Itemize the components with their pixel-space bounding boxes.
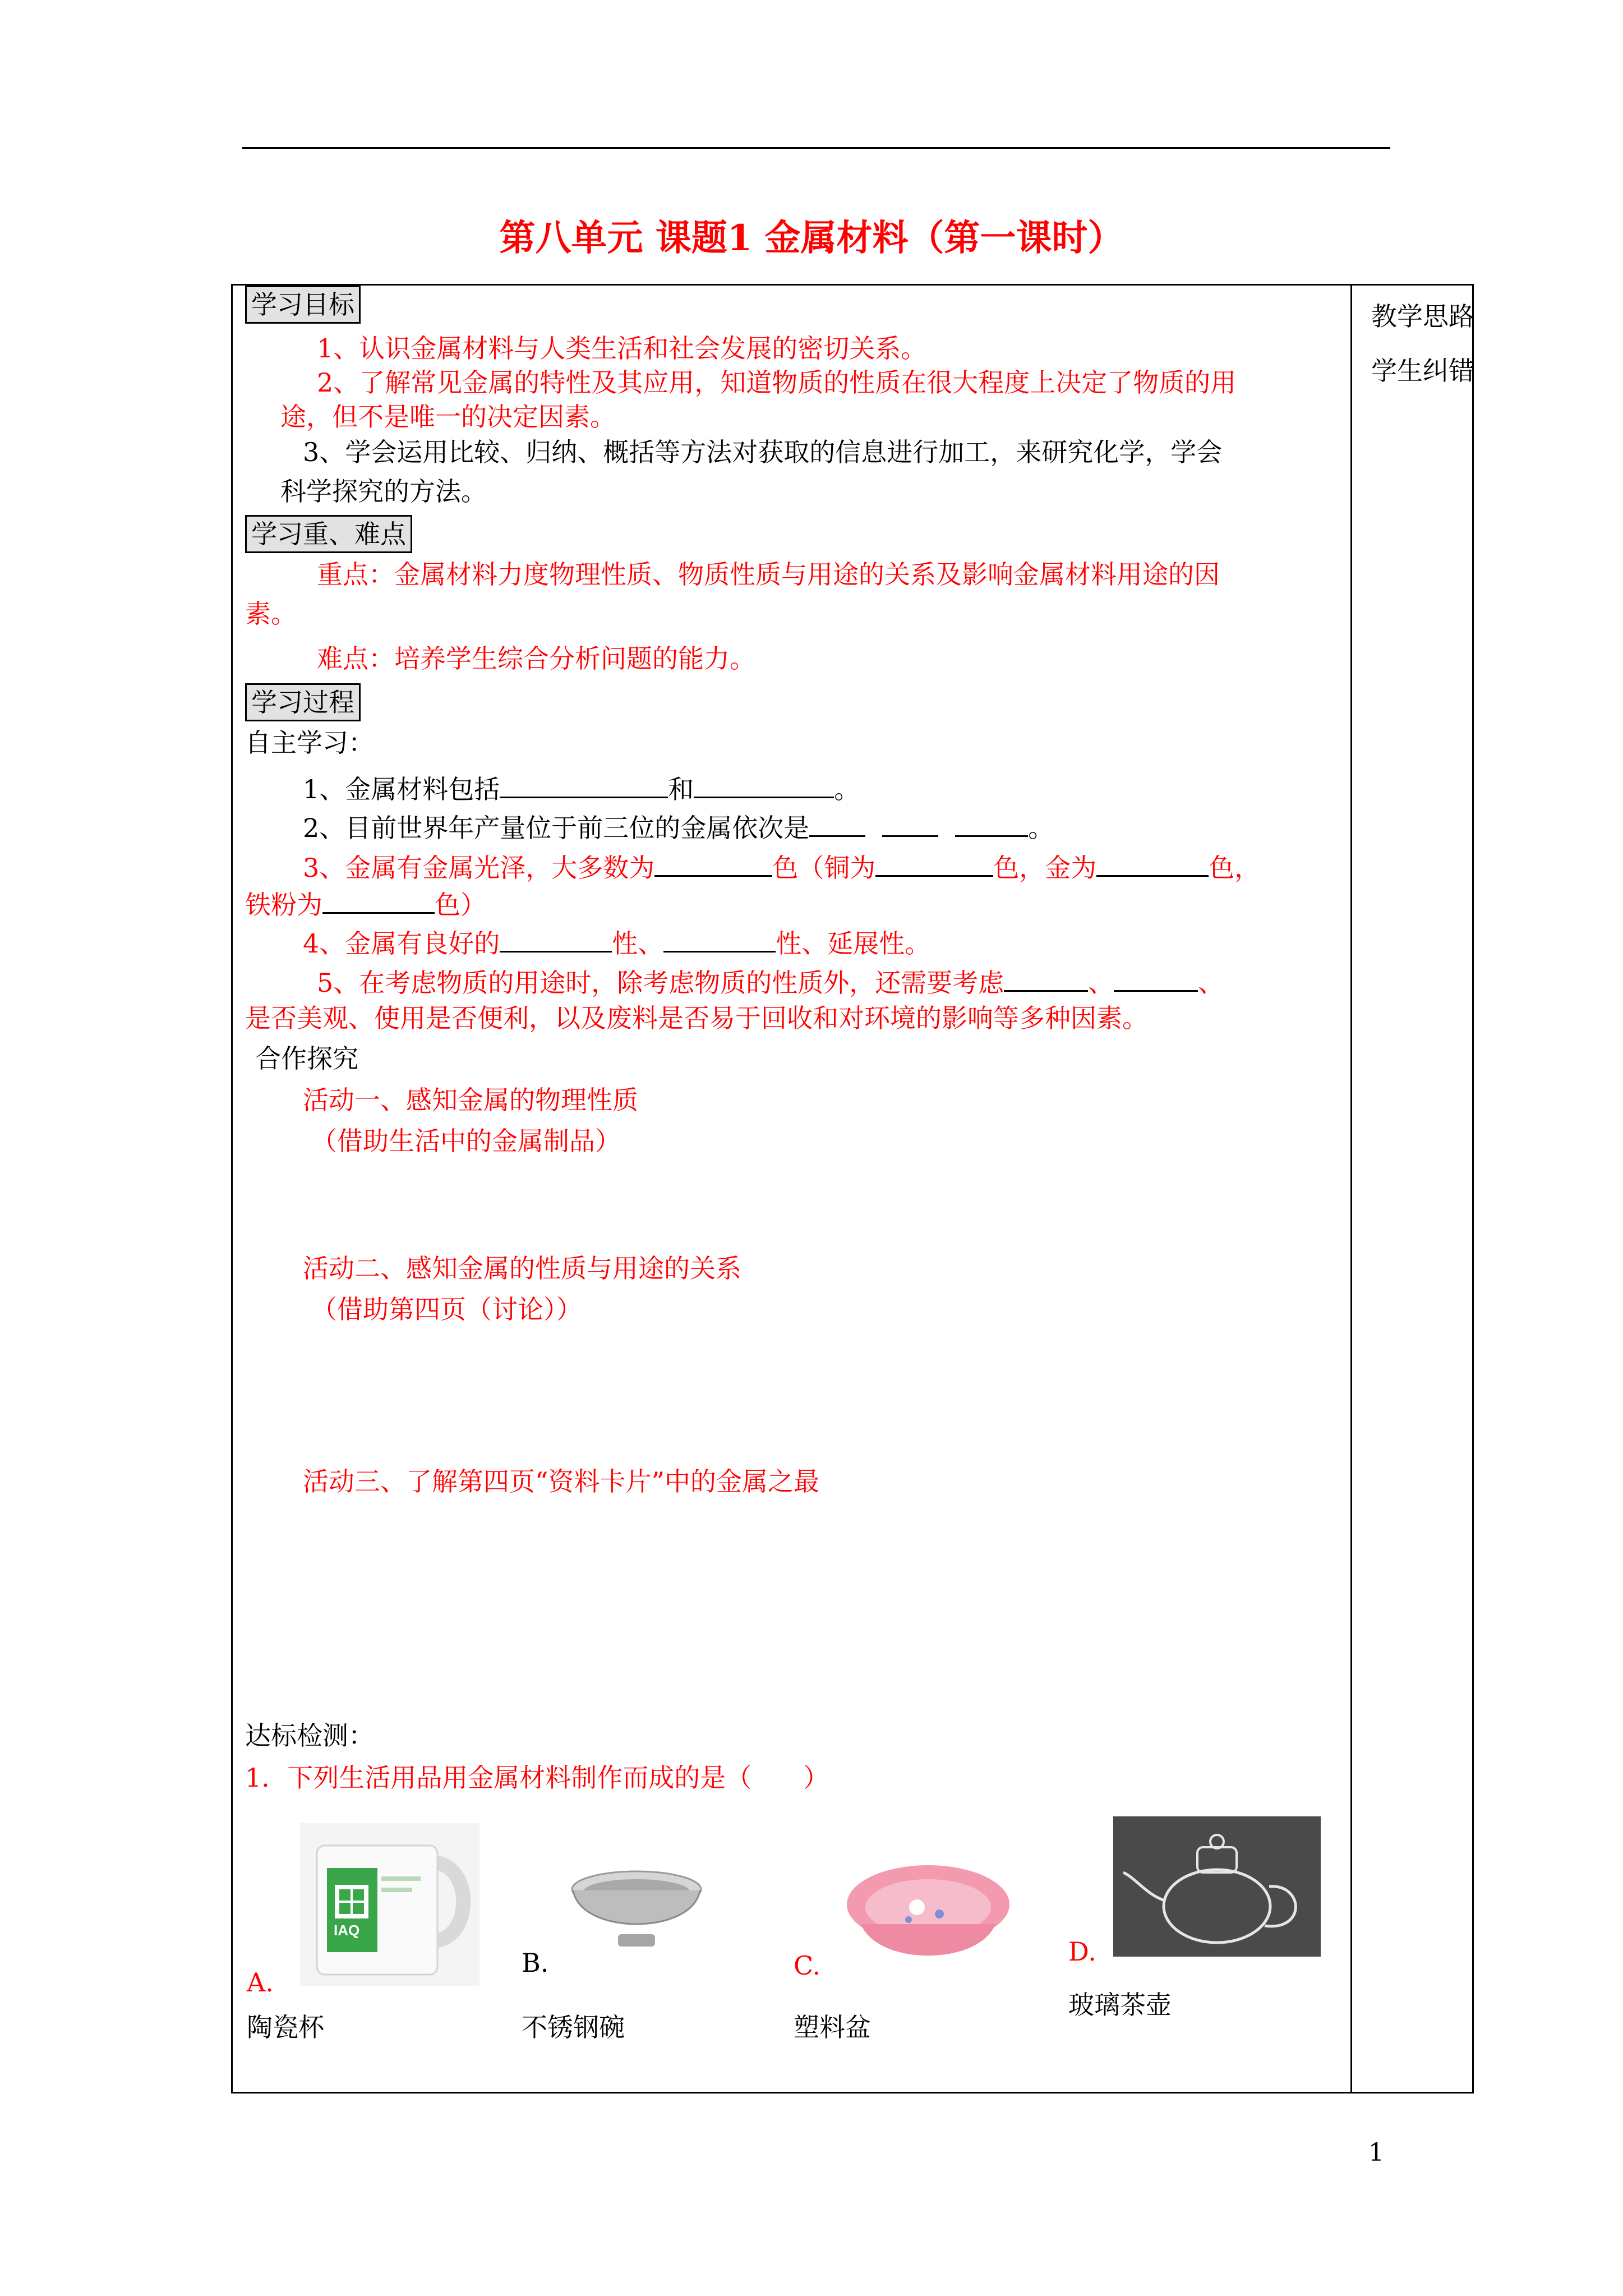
goals-header: 学习目标 bbox=[245, 286, 361, 324]
page-title: 第八单元 课题1 金属材料（第一课时） bbox=[499, 217, 1124, 259]
blank-field[interactable] bbox=[1096, 846, 1209, 877]
blank-field[interactable] bbox=[1114, 961, 1198, 992]
option-a-letter: A. bbox=[247, 1967, 274, 1998]
blank-field[interactable] bbox=[882, 806, 938, 837]
sidebar-student-corrections: 学生纠错 bbox=[1371, 356, 1474, 386]
test-header: 达标检测： bbox=[245, 1720, 374, 1751]
goal-item-3b: 科学探究的方法。 bbox=[280, 476, 487, 507]
goal-item-1: 1、认识金属材料与人类生活和社会发展的密切关系。 bbox=[317, 333, 927, 364]
goal-item-2a: 2、了解常见金属的特性及其应用，知道物质的性质在很大程度上决定了物质的用 bbox=[317, 367, 1237, 398]
option-c-label: 塑料盆 bbox=[794, 2012, 871, 2042]
option-d-label: 玻璃茶壶 bbox=[1068, 1990, 1172, 2020]
activity-1-note: （借助生活中的金属制品） bbox=[311, 1126, 621, 1156]
column-divider bbox=[1350, 284, 1352, 2093]
activity-2-note: （借助第四页（讨论）） bbox=[311, 1294, 582, 1324]
question-2: 2、目前世界年产量位于前三位的金属依次是 。 bbox=[303, 806, 1054, 847]
question-1: 1、金属材料包括 和 。 bbox=[303, 767, 860, 808]
glass-teapot-image bbox=[1113, 1816, 1321, 1957]
blank-field[interactable] bbox=[875, 846, 993, 877]
question-5-cont: 是否美观、使用是否便利，以及废料是否易于回收和对环境的影响等多种因素。 bbox=[245, 1003, 1148, 1033]
blank-field[interactable] bbox=[654, 846, 772, 877]
mug-print-text: IAQ bbox=[334, 1922, 360, 1939]
question-3-cont: 铁粉为 色） bbox=[245, 883, 486, 924]
blank-field[interactable] bbox=[322, 883, 435, 914]
question-3: 3、金属有金属光泽，大多数为 色（铜为 色，金为 色， bbox=[303, 846, 1260, 887]
plastic-basin-image bbox=[844, 1862, 1012, 1969]
blank-field[interactable] bbox=[809, 806, 865, 837]
key-points-header: 学习重、难点 bbox=[245, 515, 412, 553]
goal-item-2b: 途，但不是唯一的决定因素。 bbox=[280, 402, 616, 432]
cooperative-inquiry-label: 合作探究 bbox=[255, 1043, 358, 1074]
key-point-b: 素。 bbox=[245, 599, 297, 629]
page-number: 1 bbox=[1368, 2138, 1384, 2167]
self-study-label: 自主学习： bbox=[245, 728, 374, 758]
question-4: 4、金属有良好的 性、 性、延展性。 bbox=[303, 922, 930, 963]
stainless-bowl-image bbox=[566, 1868, 707, 1958]
header-rule bbox=[242, 147, 1390, 149]
activity-1: 活动一、感知金属的物理性质 bbox=[303, 1085, 638, 1115]
blank-field[interactable] bbox=[500, 767, 668, 798]
process-header: 学习过程 bbox=[245, 683, 361, 721]
test-question-1: 1．下列生活用品用金属材料制作而成的是（ ） bbox=[245, 1763, 829, 1793]
blank-field[interactable] bbox=[663, 922, 776, 953]
blank-field[interactable] bbox=[694, 767, 834, 798]
blank-field[interactable] bbox=[500, 922, 612, 953]
activity-2: 活动二、感知金属的性质与用途的关系 bbox=[303, 1253, 741, 1283]
option-c-letter: C. bbox=[794, 1950, 821, 1981]
blank-field[interactable] bbox=[1004, 961, 1088, 992]
blank-field[interactable] bbox=[955, 806, 1028, 837]
activity-3: 活动三、了解第四页“资料卡片”中的金属之最 bbox=[303, 1466, 820, 1497]
key-point-a: 重点：金属材料力度物理性质、物质性质与用途的关系及影响金属材料用途的因 bbox=[317, 559, 1220, 590]
option-a-label: 陶瓷杯 bbox=[247, 2012, 324, 2042]
question-5: 5、在考虑物质的用途时，除考虑物质的性质外，还需要考虑 、 、 bbox=[317, 961, 1224, 1002]
ceramic-mug-image bbox=[300, 1823, 479, 1986]
sidebar-teaching-ideas: 教学思路 bbox=[1371, 301, 1474, 332]
option-b-letter: B. bbox=[522, 1948, 549, 1978]
option-b-label: 不锈钢碗 bbox=[522, 2012, 625, 2042]
goal-item-3a: 3、学会运用比较、归纳、概括等方法对获取的信息进行加工，来研究化学，学会 bbox=[303, 437, 1223, 467]
option-d-letter: D. bbox=[1068, 1936, 1096, 1967]
difficult-point: 难点：培养学生综合分析问题的能力。 bbox=[317, 643, 755, 674]
